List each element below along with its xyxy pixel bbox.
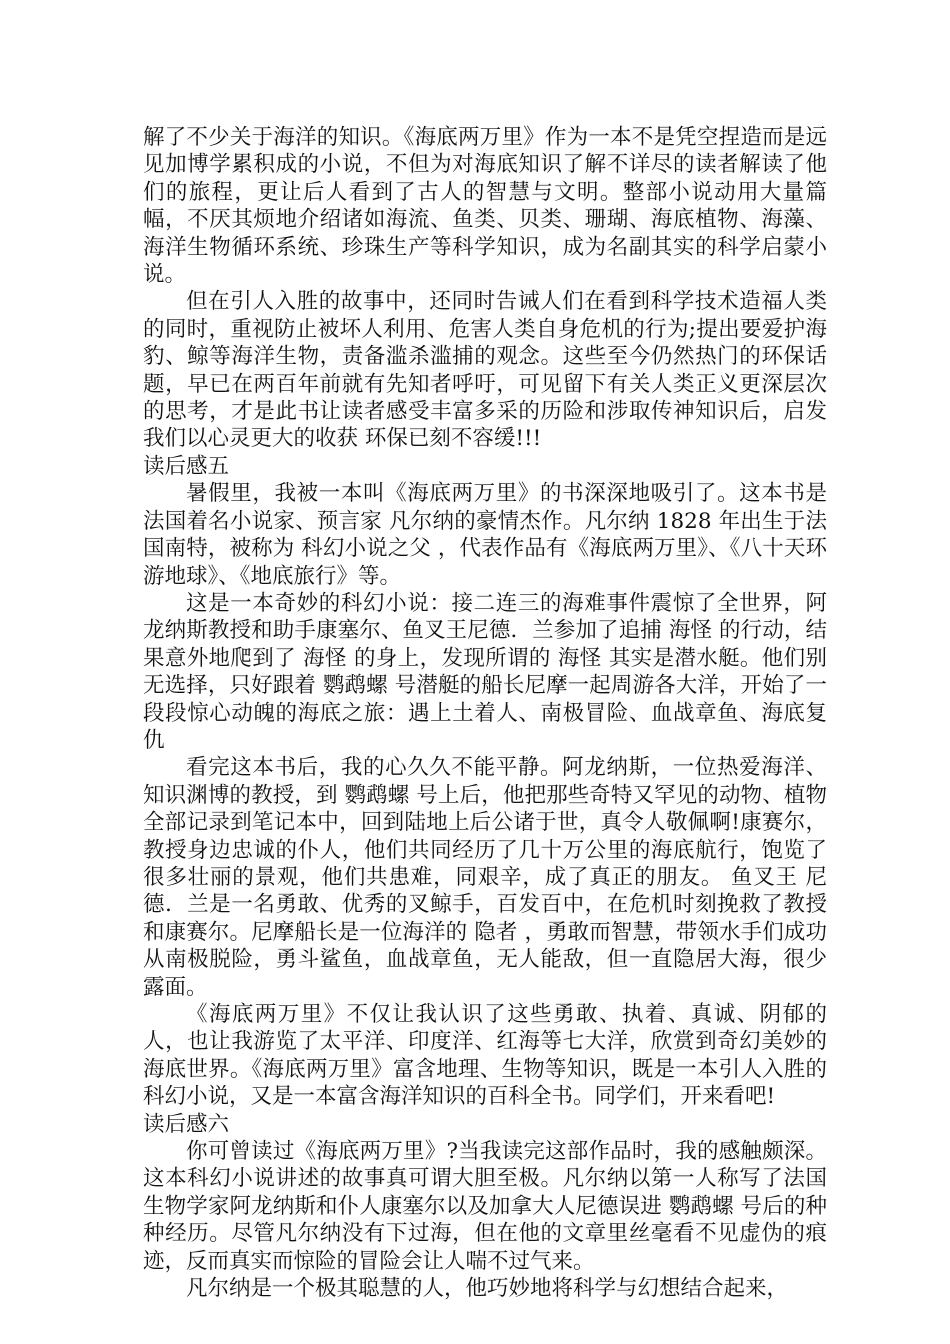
paragraph-story-summary: 这是一本奇妙的科幻小说：接二连三的海难事件震惊了全世界，阿龙纳斯教授和助手康塞尔、鱼叉王尼德．兰参加了追捕 海怪 的行动，结果意外地爬到了 海怪 的身上，发现所谓的 海怪 其实是潜水艇。他们别无选择，只好跟着 鹦鹉螺 号潜艇的船长尼摩一起周游各大洋，开始了一段段惊心动魄的海底之旅：遇上土着人、南极冒险、血战章鱼、海底复仇 <box>143 590 827 753</box>
document-body <box>143 124 827 1302</box>
paragraph-verne-wisdom: 凡尔纳是一个极其聪慧的人，他巧妙地将科学与幻想结合起来， <box>186 1276 789 1302</box>
paragraph-characters: 看完这本书后，我的心久久不能平静。阿龙纳斯，一位热爱海洋、知识渊博的教授，到 鹦鹉螺 号上后，他把那些奇特又罕见的动物、植物全部记录到笔记本中，回到陆地上后公诸于世，真令人敬佩啊!康赛尔，教授身边忠诚的仆人，他们共同经历了几十万公里的海底航行，饱览了很多壮丽的景观，他们共患难，同艰辛，成了真正的朋友。 鱼叉王 尼德．兰是一名勇敢、优秀的叉鲸手，百发百中，在危机时刻挽救了教授和康赛尔。尼摩船长是一位海洋的 隐者 ，勇敢而智慧，带领水手们成功从南极脱险，勇斗鲨鱼，血战章鱼，无人能敌，但一直隐居大海，很少露面。 <box>143 755 827 1000</box>
paragraph-have-you-read: 你可曾读过《海底两万里》?当我读完这部作品时，我的感触颇深。这本科幻小说讲述的故事真可谓大胆至极。凡尔纳以第一人称写了法国生物学家阿龙纳斯和仆人康塞尔以及加拿大人尼德误进 鹦鹉螺 号后的种种经历。尽管凡尔纳没有下过海，但在他的文章里丝毫看不见虚伪的痕迹，反而真实而惊险的冒险会让人喘不过气来。 <box>143 1139 827 1274</box>
section-heading-six: 读后感六 <box>143 1111 230 1137</box>
paragraph-recommendation: 《海底两万里》不仅让我认识了这些勇敢、执着、真诚、阴郁的人，也让我游览了太平洋、印度洋、红海等七大洋，欣赏到奇幻美妙的海底世界。《海底两万里》富含地理、生物等知识，既是一本引人入胜的科幻小说，又是一本富含海洋知识的百科全书。同学们，开来看吧! <box>143 1002 827 1110</box>
paragraph-environmental-warning: 但在引人入胜的故事中，还同时告诫人们在看到科学技术造福人类的同时，重视防止被坏人利用、危害人类自身危机的行为;提出要爱护海豹、鲸等海洋生物，责备滥杀滥捕的观念。这些至今仍然热门的环保话题，早已在两百年前就有先知者呼吁，可见留下有关人类正义更深层次的思考，才是此书让读者感受丰富多采的历险和涉取传神知识后，启发我们以心灵更大的收获 环保已刻不容缓!!! <box>143 289 827 452</box>
paragraph-summer-reading: 暑假里，我被一本叫《海底两万里》的书深深地吸引了。这本书是法国着名小说家、预言家 凡尔纳的豪情杰作。凡尔纳 1828 年出生于法国南特，被称为 科幻小说之父 ，代表作品有《海底两万里》、《八十天环游地球》、《地底旅行》等。 <box>143 481 827 589</box>
section-heading-five: 读后感五 <box>143 453 230 479</box>
paragraph-ocean-knowledge: 解了不少关于海洋的知识。《海底两万里》作为一本不是凭空捏造而是远见加博学累积成的小说，不但为对海底知识了解不详尽的读者解读了他们的旅程，更让后人看到了古人的智慧与文明。整部小说动用大量篇幅，不厌其烦地介绍诸如海流、鱼类、贝类、珊瑚、海底植物、海藻、海洋生物循环系统、珍珠生产等科学知识，成为名副其实的科学启蒙小说。 <box>143 125 827 288</box>
